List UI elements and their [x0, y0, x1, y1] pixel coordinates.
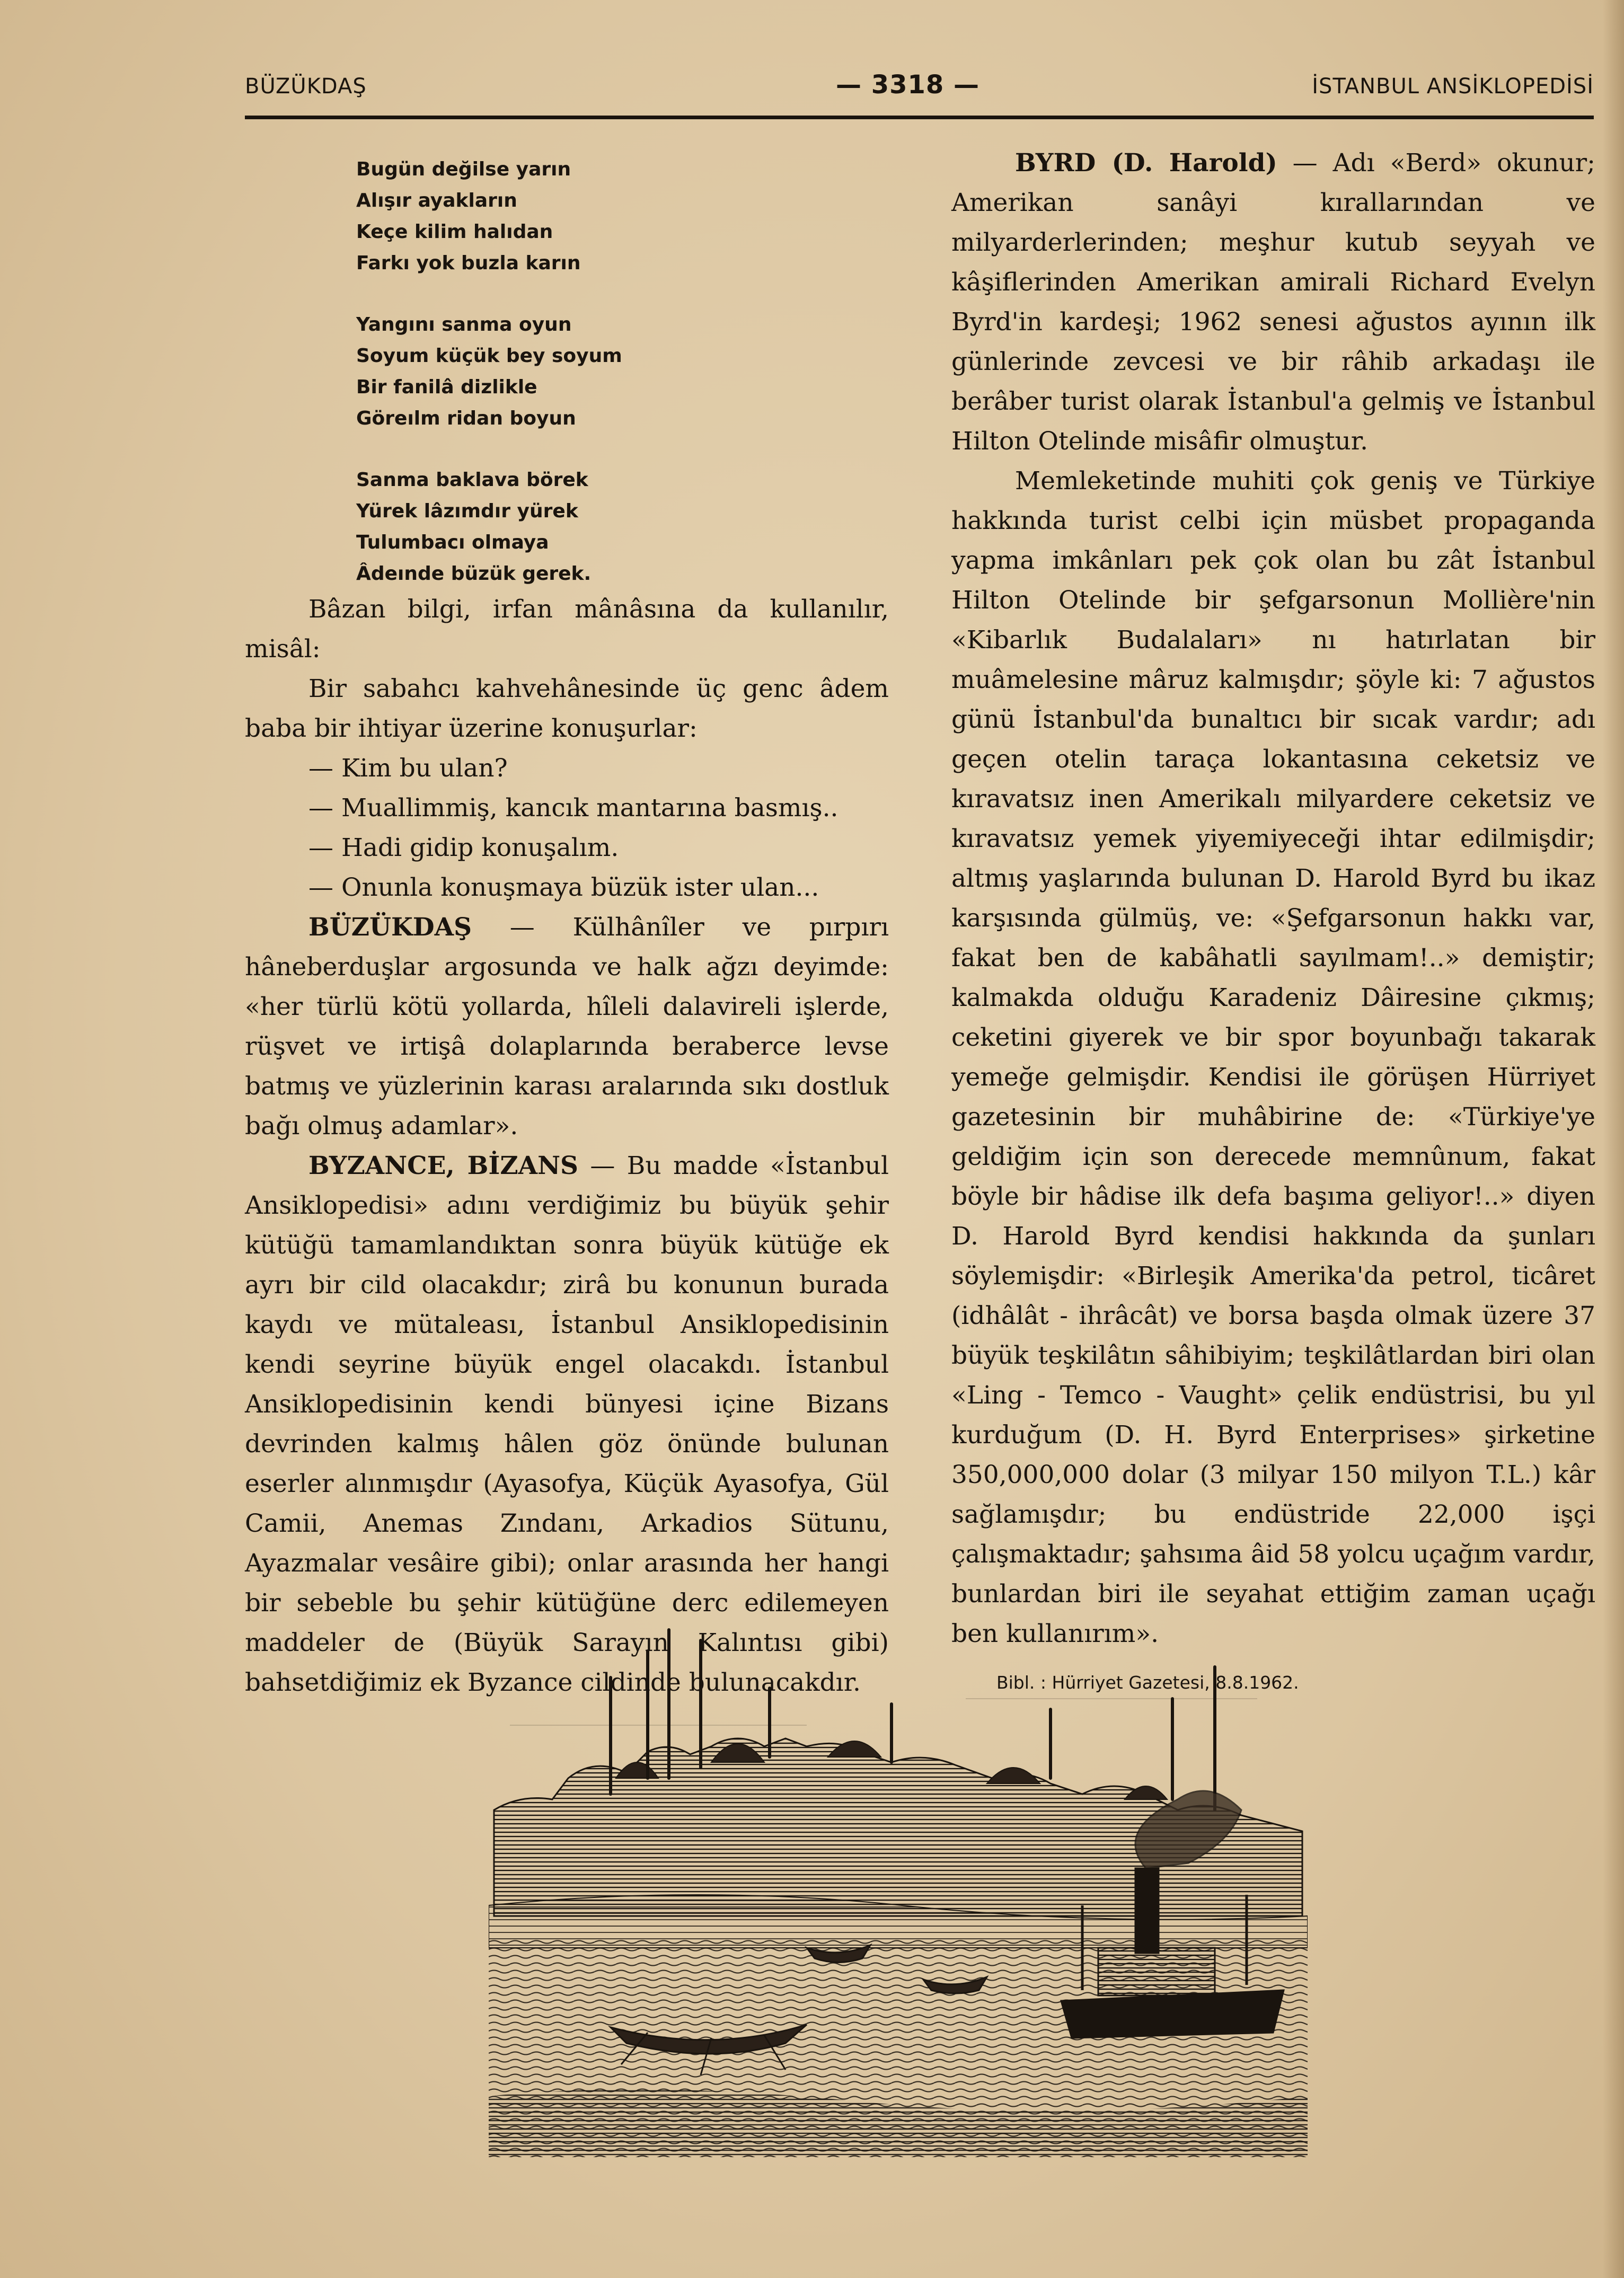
entry-headword: BYZANCE, BİZANS — [308, 1151, 578, 1180]
poem-line: Yürek lâzımdır yürek — [356, 500, 578, 522]
entry-body: — Adı «Berd» okunur; Amerikan sanâyi kırallarından ve milyarderlerinden; meşhur kutub seyyah ve kâşiflerinden Amerikan amirali Richard Evelyn Byrd'in kardeşi; 1962 senesi ağustos ayının ilk günlerinde zevcesi ve bir râhib arkadaşı ile berâber turist olarak İstanbul'a gelmiş ve İstanbul Hilton Otelinde misâfir olmuştur. — [951, 148, 1595, 456]
poem — [356, 154, 889, 589]
poem-line: Keçe kilim halıdan — [356, 221, 553, 243]
poem-line: Sanma baklava börek — [356, 469, 588, 491]
page-number: — 3318 — — [836, 70, 980, 100]
header-right-title: İSTANBUL ANSİKLOPEDİSİ — [1312, 74, 1594, 99]
sky-hatching — [510, 1699, 1257, 1725]
running-header — [245, 69, 1594, 111]
poem-line: Farkı yok buzla karın — [356, 252, 581, 274]
poem-stanza — [356, 464, 889, 589]
header-rule — [245, 116, 1594, 119]
header-left-word: BÜZÜKDAŞ — [245, 74, 367, 99]
entry-byrd — [951, 143, 1595, 461]
poem-line: Âdeınde büzük gerek. — [356, 563, 592, 585]
poem-line: Bugün değilse yarın — [356, 158, 571, 180]
poem-line: Göreılm ridan boyun — [356, 408, 576, 429]
right-column — [951, 143, 1595, 1696]
page-edge-shadow — [1603, 0, 1624, 2278]
poem-stanza — [356, 154, 889, 279]
dialog-line: — Muallimmiş, kancık mantarına basmış.. — [308, 793, 839, 823]
poem-line: Soyum küçük bey soyum — [356, 345, 622, 367]
paragraph: Memleketinde muhiti çok geniş ve Türkiye hakkında turist celbi için müsbet propaganda yapma imkânları pek çok olan bu zât İstanbul Hilton Otelinde bir şefgarsonun Mollière'nin «Kibarlık Budalaları» nı hatırlatan bir muâmelesine mâruz kalmışdır; şöyle ki: 7 ağustos günü İstanbul'da bunaltıcı bir sıcak vardır; adı geçen otelin taraça lokantasına ceketsiz ve kıravatsız inen Amerikalı milyardere ceketsiz ve kıravatsız yemek yiyemiyeceği ihtar edilmişdir; altmış yaşlarında bulunan D. Harold Byrd bu ikaz karşısında gülmüş, ve: «Şefgarsonun hakkı var, fakat ben de kabâhatli sayılmam!..» demiştir; kalmakda olduğu Karadeniz Dâiresine çıkmış; ceketini giyerek ve bir spor boyunbağı takarak yemeğe gelmişdir. Kendisi ile görüşen Hürriyet gazetesinin bir muhâbirine de: «Türkiye'ye geldiğim için son derecede memnûnum, fakat böyle bir hâdise ilk defa başıma geliyor!..» diyen D. Harold Byrd kendisi hakkında da şunları söylemişdir: «Birleşik Amerika'da petrol, ticâret (idhâlât - ihrâcât) ve borsa başda olmak üzere 37 büyük teşkilâtın sâhibiyim; teşkilâtlardan biri olan «Ling - Temco - Vaught» çelik endüstrisi, bu yıl kurduğum (D. H. Byrd Enterprises» şirketine 350,000,000 dolar (3 milyar 150 milyon T.L.) kâr sağlamışdır; bu endüstride 22,000 işçi çalışmaktadır; şahsıma âid 58 yolcu uçağım vardır, bunlardan biri ile seyahat ettiğim zaman uçağı ben kullanırım». — [951, 466, 1595, 1648]
istanbul-harbor-engraving — [489, 1619, 1308, 2157]
poem-line: Yangını sanma oyun — [356, 314, 572, 335]
entry-buzukdas — [245, 907, 889, 1146]
entry-body: — Bu madde «İstanbul Ansiklopedisi» adını verdiğimiz bu büyük şehir kütüğü tamamlandıktan sonra büyük kütüğe ek ayrı bir cild olacakdır; zirâ bu konunun burada kaydı ve mütaleası, İstanbul Ansiklopedisinin kendi seyrine büyük engel olacakdı. İstanbul Ansiklopedisinin kendi bünyesi içine Bizans devrinden kalmış hâlen göz önünde bulunan eserler alınmışdır (Ayasofya, Küçük Ayasofya, Gül Camii, Anemas Zındanı, Arkadios Sütunu, Ayazmalar vesâire gibi); onlar arasında her hangi bir sebeble bu şehir kütüğüne derc edilemeyen maddeler de (Büyük Sarayın Kalıntısı gibi) bahsetdiğimiz ek Byzance cildinde bulunacakdır. — [245, 1151, 889, 1697]
poem-line: Alışır ayakların — [356, 190, 517, 211]
bibliography: Bibl. : Hürriyet Gazetesi, 8.8.1962. — [996, 1672, 1299, 1693]
poem-stanza — [356, 309, 889, 434]
poem-line: Tulumbacı olmaya — [356, 532, 549, 553]
dialog-line: — Kim bu ulan? — [308, 754, 508, 783]
entry-headword: BYRD (D. Harold) — [1015, 148, 1277, 178]
entry-body: — Külhânîler ve pırpırı hâneberduşlar argosunda ve halk ağzı deyimde: «her türlü kötü yollarda, hîleli dalavireli işlerde, rüşvet ve irtişâ dolaplarında beraberce levse batmış ve yüzlerinin karası aralarında sıkı dostluk bağı olmuş adamlar». — [245, 913, 889, 1141]
paragraph: Bir sabahcı kahvehânesinde üç genc âdem baba bir ihtiyar üzerine konuşurlar: — [245, 674, 889, 743]
paragraph: Bâzan bilgi, irfan mânâsına da kullanılır, misâl: — [245, 595, 889, 664]
dialog-line: — Onunla konuşmaya büzük ister ulan... — [308, 873, 819, 902]
entry-headword: BÜZÜKDAŞ — [308, 913, 472, 942]
dialog-line: — Hadi gidip konuşalım. — [308, 833, 619, 862]
poem-line: Bir fanilâ dizlikle — [356, 376, 537, 398]
left-column — [245, 154, 889, 1702]
